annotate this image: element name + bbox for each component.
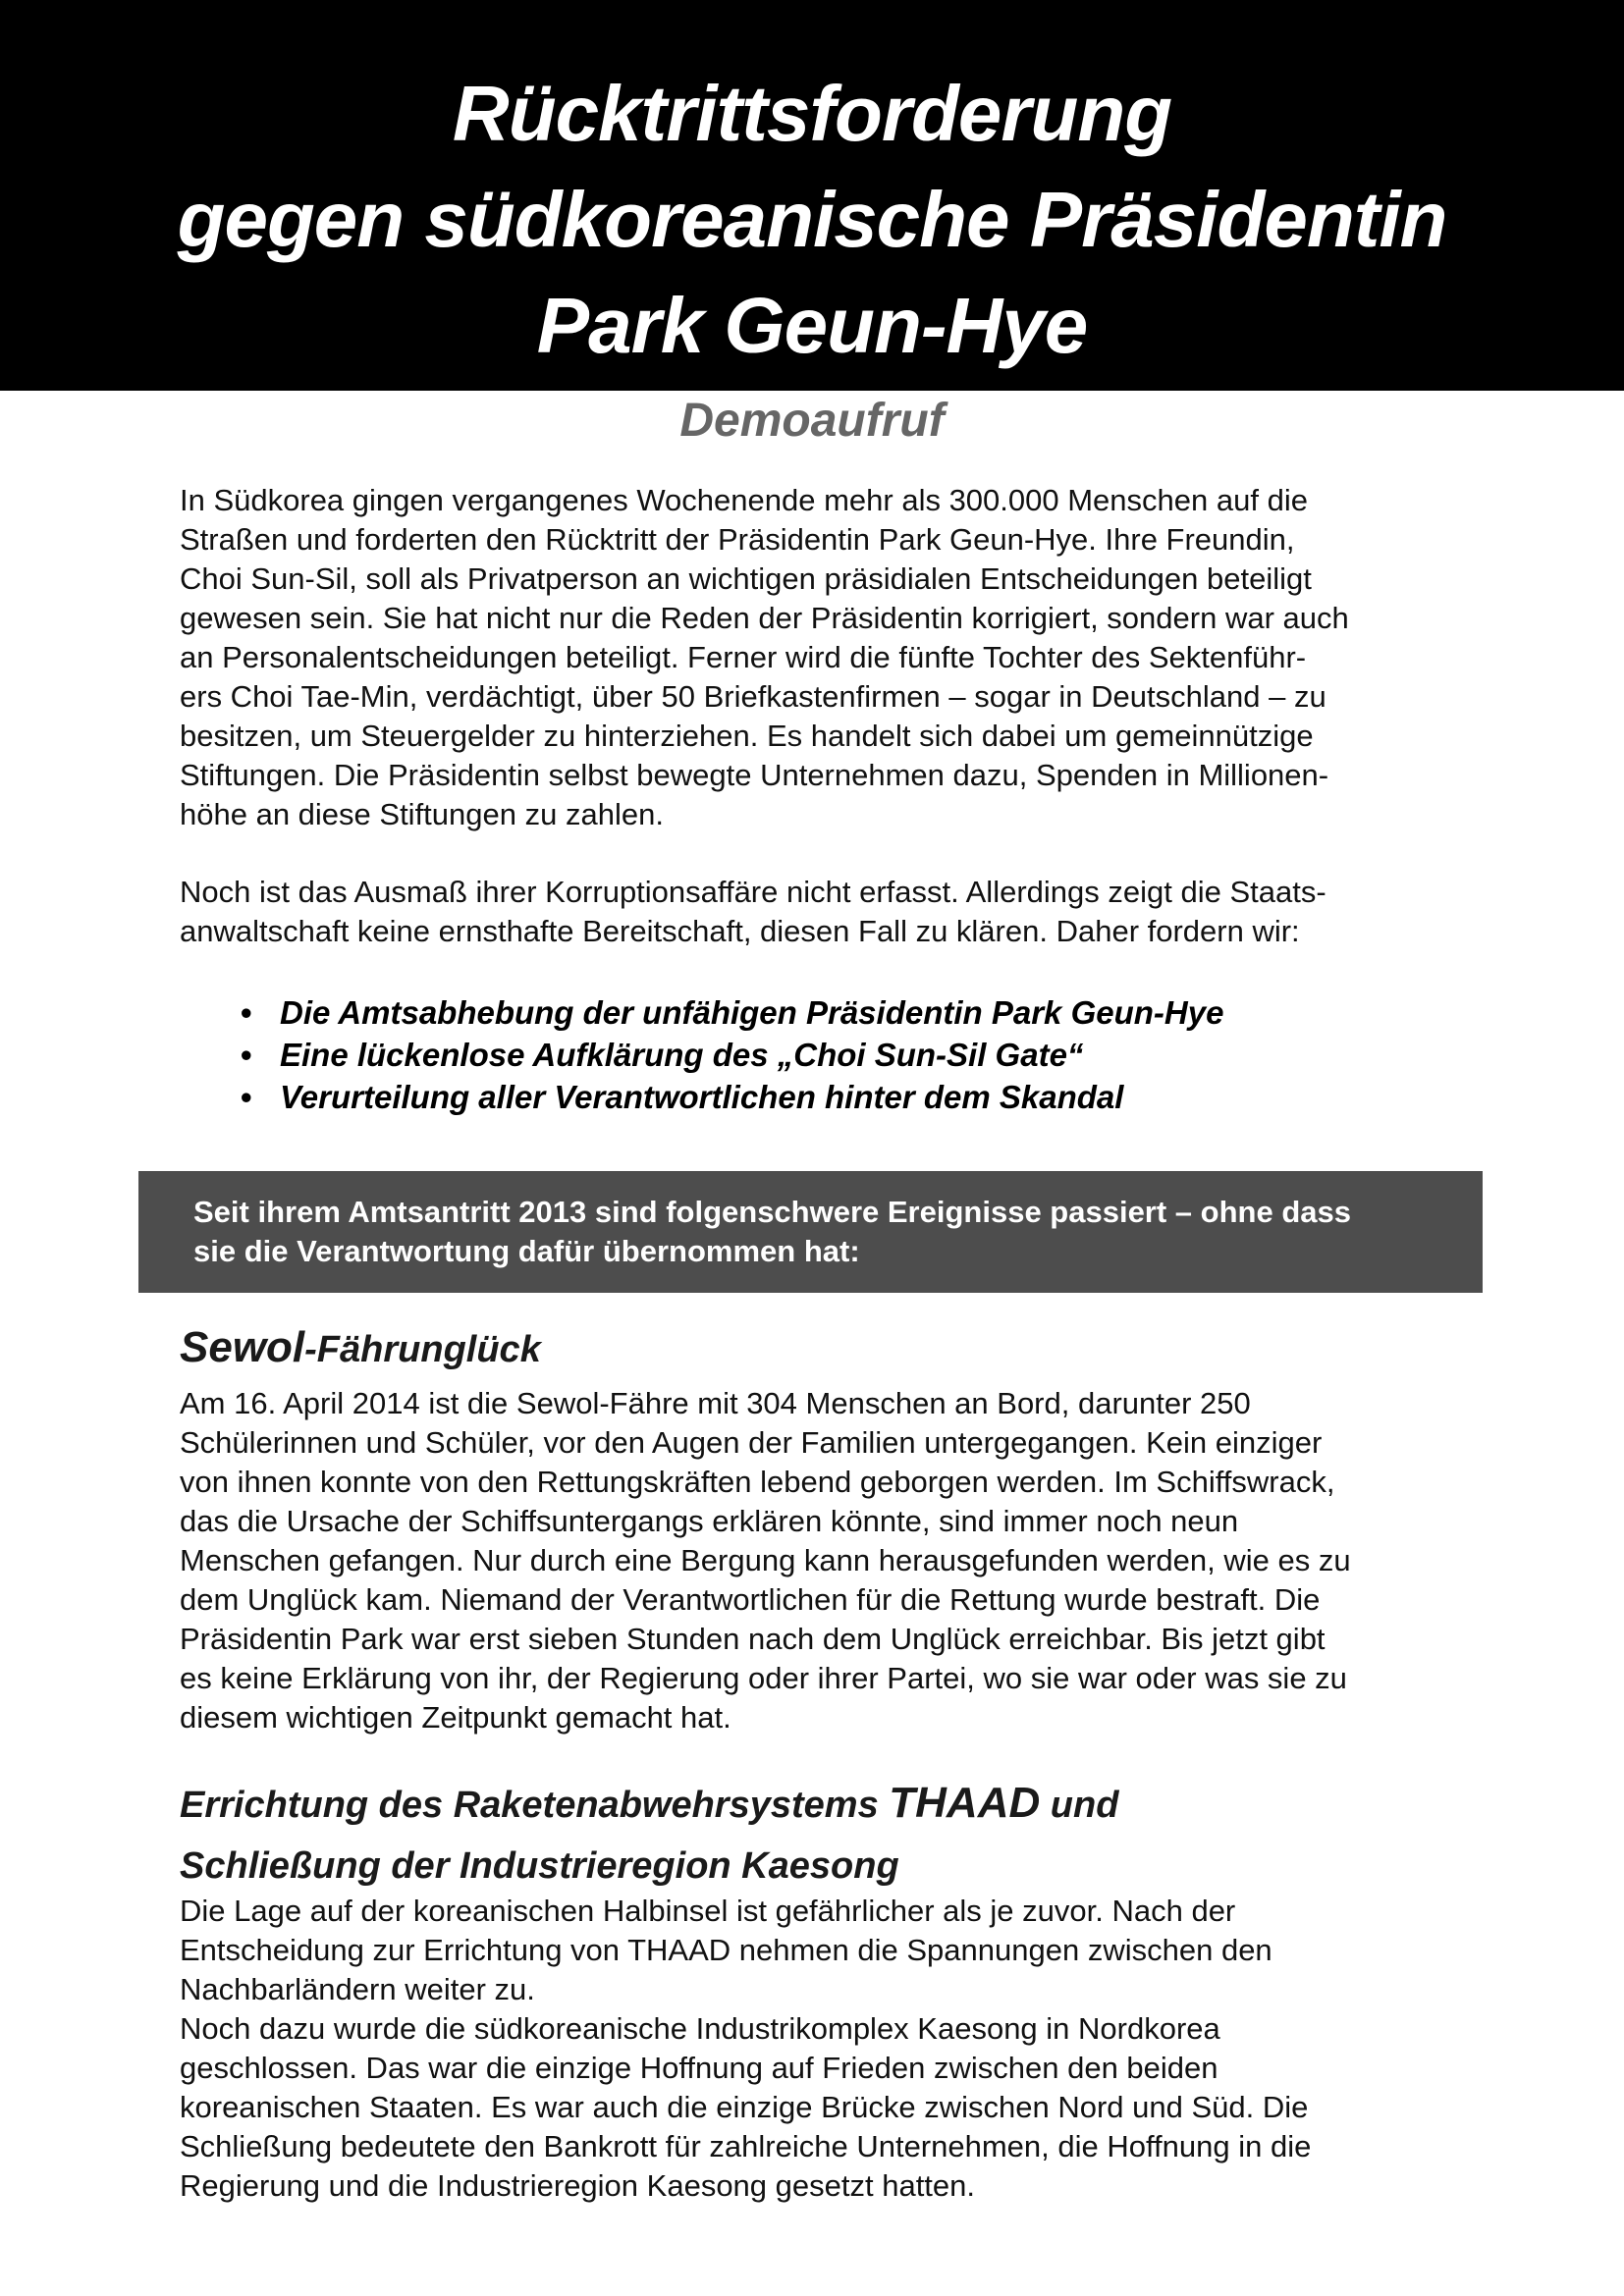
text-line: Nachbarländern weiter zu. (180, 1972, 535, 2006)
text-line: Schließung bedeutete den Bankrott für zahlreiche Unternehmen, die Hoffnung in die (180, 2129, 1312, 2163)
text-line: anwaltschaft keine ernsthafte Bereitschaft, diesen Fall zu klären. Daher fordern wir: (180, 914, 1300, 948)
heading-part: Sewol (180, 1323, 305, 1371)
title-line-3: Park Geun-Hye (536, 282, 1088, 369)
demand-item: • Eine lückenlose Aufklärung des „Choi Sun-Sil Gate“ (241, 1034, 1419, 1076)
text-line: geschlossen. Das war die einzige Hoffnung auf Frieden zwischen den beiden (180, 2051, 1218, 2085)
text-line: ers Choi Tae-Min, verdächtigt, über 50 Briefkastenfirmen – sogar in Deutschland – zu (180, 679, 1326, 714)
page-title (0, 61, 1624, 379)
title-line-1: Rücktrittsforderung (452, 70, 1172, 157)
text-line: Noch ist das Ausmaß ihrer Korruptionsaffäre nicht erfasst. Allerdings zeigt die Staats- (180, 875, 1326, 909)
text-line: koreanischen Staaten. Es war auch die einzige Brücke zwischen Nord und Süd. Die (180, 2090, 1309, 2124)
heading-part: und (1040, 1785, 1119, 1826)
section-paragraph-sewol (180, 1384, 1446, 1737)
demand-intro-paragraph (180, 873, 1446, 951)
callout-box (138, 1171, 1483, 1293)
text-line: diesem wichtigen Zeitpunkt gemacht hat. (180, 1700, 731, 1735)
section-heading-sewol (180, 1320, 1456, 1385)
section-heading-thaad (180, 1777, 1456, 1893)
text-line: gewesen sein. Sie hat nicht nur die Reden der Präsidentin korrigiert, sondern war auch (180, 601, 1349, 635)
heading-part: THAAD (889, 1779, 1041, 1827)
heading-part: -Fährunglück (304, 1329, 541, 1370)
text-line: Menschen gefangen. Nur durch eine Bergung kann herausgefunden werden, wie es zu (180, 1543, 1351, 1577)
callout-line: sie die Verantwortung dafür übernommen hat: (193, 1234, 860, 1268)
text-line: besitzen, um Steuergelder zu hinterziehen. Es handelt sich dabei um gemeinnützige (180, 719, 1314, 753)
text-line: Stiftungen. Die Präsidentin selbst bewegte Unternehmen dazu, Spenden in Millionen- (180, 758, 1329, 792)
text-line: es keine Erklärung von ihr, der Regierung oder ihrer Partei, wo sie war oder was sie zu (180, 1661, 1347, 1695)
text-line: Straßen und forderten den Rücktritt der Präsidentin Park Geun-Hye. Ihre Freundin, (180, 522, 1295, 557)
text-line: Am 16. April 2014 ist die Sewol-Fähre mit 304 Menschen an Bord, darunter 250 (180, 1386, 1251, 1420)
header-banner (0, 0, 1624, 391)
text-line: In Südkorea gingen vergangenes Wochenende mehr als 300.000 Menschen auf die (180, 483, 1308, 517)
text-line: an Personalentscheidungen beteiligt. Ferner wird die fünfte Tochter des Sektenführ- (180, 640, 1307, 674)
demand-item: • Die Amtsabhebung der unfähigen Präsidentin Park Geun-Hye (241, 991, 1419, 1034)
text-line: das die Ursache der Schiffsuntergangs erklären könnte, sind immer noch neun (180, 1504, 1239, 1538)
text-line: Die Lage auf der koreanischen Halbinsel ist gefährlicher als je zuvor. Nach der (180, 1894, 1236, 1928)
callout-line: Seit ihrem Amtsantritt 2013 sind folgenschwere Ereignisse passiert – ohne dass (193, 1195, 1351, 1229)
text-line: höhe an diese Stiftungen zu zahlen. (180, 797, 664, 831)
text-line: Schülerinnen und Schüler, vor den Augen der Familien untergegangen. Kein einziger (180, 1425, 1323, 1460)
text-line: Noch dazu wurde die südkoreanische Industrikomplex Kaesong in Nordkorea (180, 2011, 1220, 2046)
text-line: Regierung und die Industrieregion Kaesong gesetzt hatten. (180, 2168, 976, 2203)
section-paragraph-thaad (180, 1892, 1446, 2206)
text-line: Entscheidung zur Errichtung von THAAD nehmen die Spannungen zwischen den (180, 1933, 1272, 1967)
demands-list (241, 991, 1419, 1118)
heading-line: Schließung der Industrieregion Kaesong (180, 1845, 899, 1887)
demand-item: • Verurteilung aller Verantwortlichen hinter dem Skandal (241, 1076, 1419, 1118)
text-line: Präsidentin Park war erst sieben Stunden nach dem Unglück erreichbar. Bis jetzt gibt (180, 1622, 1326, 1656)
text-line: von ihnen konnte von den Rettungskräften lebend geborgen werden. Im Schiffswrack, (180, 1465, 1335, 1499)
heading-part: Errichtung des Raketenabwehrsystems (180, 1785, 890, 1826)
page-subtitle: Demoaufruf (679, 395, 945, 447)
title-line-2: gegen südkoreanische Präsidentin (177, 176, 1447, 263)
callout-text (193, 1193, 1351, 1271)
intro-paragraph (180, 481, 1446, 834)
text-line: Choi Sun-Sil, soll als Privatperson an wichtigen präsidialen Entscheidungen beteiligt (180, 561, 1312, 596)
text-line: dem Unglück kam. Niemand der Verantwortlichen für die Rettung wurde bestraft. Die (180, 1582, 1321, 1617)
